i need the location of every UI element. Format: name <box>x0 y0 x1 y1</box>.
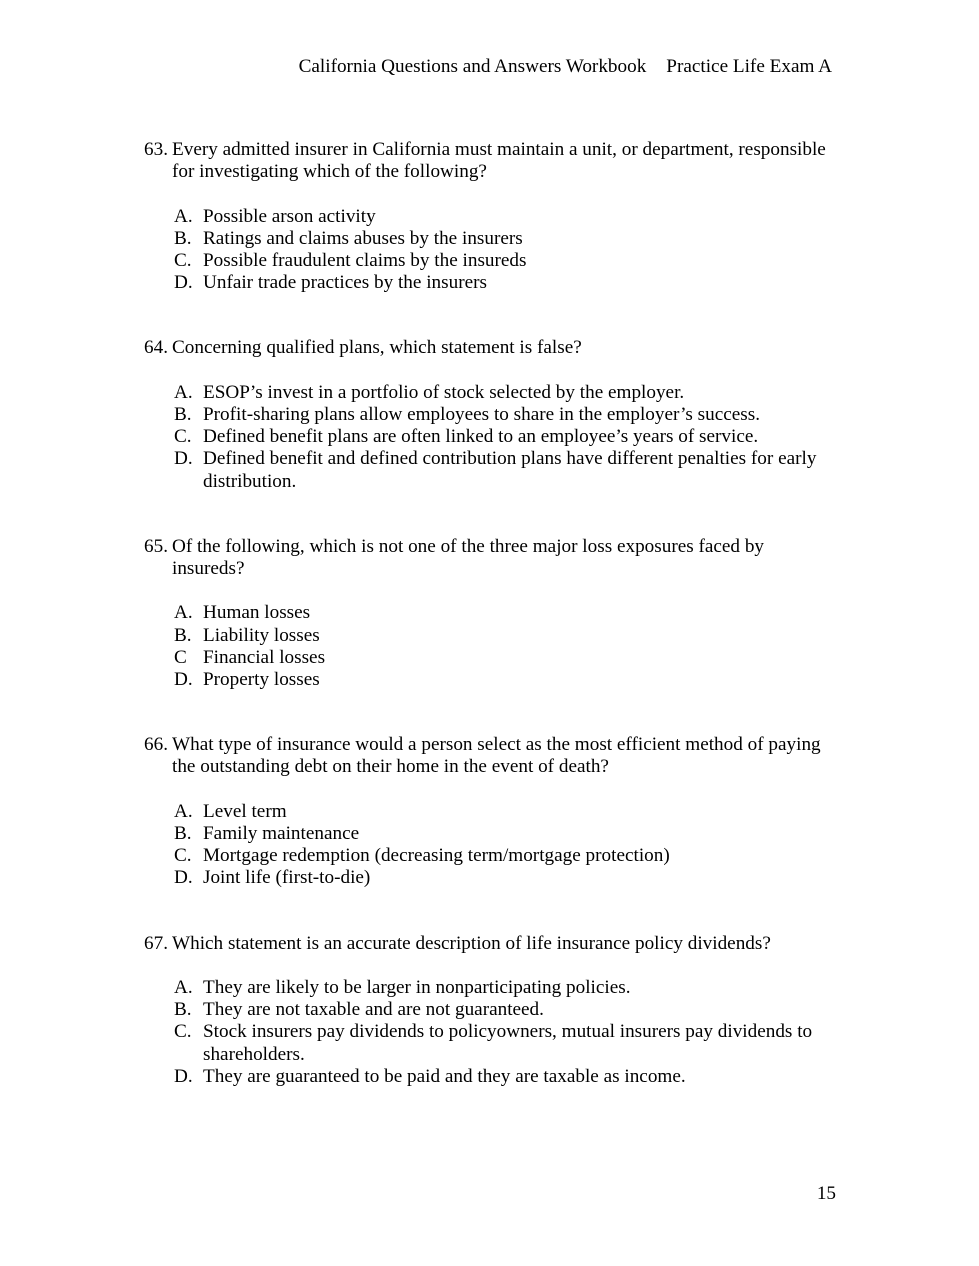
question-text: Of the following, which is not one of the three major loss exposures faced by insureds? <box>172 535 765 580</box>
answer-options <box>174 602 832 691</box>
answer-option <box>174 669 832 691</box>
option-text: Liability losses <box>203 624 320 646</box>
question-number: 65. <box>144 535 168 557</box>
option-text: Defined benefit and defined contribution plans have different penalties for early distribution. <box>203 448 817 492</box>
answer-option <box>174 426 832 448</box>
option-letter: D. <box>174 867 193 889</box>
option-letter: B. <box>174 404 192 425</box>
option-text: Possible fraudulent claims by the insureds <box>203 250 527 271</box>
option-text: Defined benefit plans are often linked to an employee’s years of service. <box>203 426 759 448</box>
question-item <box>144 933 832 1088</box>
option-letter: B. <box>174 823 192 845</box>
option-letter: A. <box>174 602 193 624</box>
question-row <box>144 139 832 183</box>
question-number: 66. <box>144 734 168 756</box>
option-text: Family maintenance <box>203 823 360 845</box>
option-text: They are guaranteed to be paid and they are taxable as income. <box>203 1065 686 1087</box>
option-text: Ratings and claims abuses by the insurers <box>203 227 523 249</box>
answer-options <box>174 206 832 295</box>
question-list <box>144 139 832 1131</box>
option-text: Level term <box>203 800 287 822</box>
answer-option <box>174 1066 832 1088</box>
option-letter: A. <box>174 381 193 403</box>
question-row <box>144 536 832 580</box>
answer-option <box>174 999 832 1021</box>
option-text: Human losses <box>203 602 311 624</box>
option-text: Possible arson activity <box>203 205 376 227</box>
option-text: Mortgage redemption (decreasing term/mortgage protection) <box>203 845 670 867</box>
answer-option <box>174 404 832 426</box>
option-letter: A. <box>174 800 193 822</box>
question-text: Every admitted insurer in California must maintain a unit, or department, responsible for investigating which of the following? <box>172 139 826 183</box>
answer-option <box>174 448 832 492</box>
question-number: 67. <box>144 932 168 954</box>
option-letter: D. <box>174 1065 193 1087</box>
option-letter: B. <box>174 999 192 1021</box>
option-text: Profit-sharing plans allow employees to share in the employer’s success. <box>203 404 761 425</box>
answer-option <box>174 228 832 250</box>
page-number: 15 <box>816 1183 836 1204</box>
option-text: They are not taxable and are not guaranteed. <box>203 999 544 1021</box>
option-letter: D. <box>174 272 193 294</box>
question-number: 63. <box>144 139 168 160</box>
answer-option <box>174 977 832 999</box>
header-workbook-title: California Questions and Answers Workbook <box>298 56 647 77</box>
answer-option <box>174 206 832 228</box>
answer-option <box>174 801 832 823</box>
option-letter: C. <box>174 1021 192 1043</box>
question-number: 64. <box>144 337 168 359</box>
option-text: Financial losses <box>203 646 326 668</box>
answer-option <box>174 602 832 624</box>
question-item <box>144 734 832 889</box>
question-text: What type of insurance would a person select as the most efficient method of paying the outstanding debt on their home in the event of death? <box>172 734 821 778</box>
question-text: Which statement is an accurate description of life insurance policy dividends? <box>172 932 771 954</box>
answer-options <box>174 801 832 890</box>
option-letter: D. <box>174 448 193 470</box>
question-row <box>144 734 832 778</box>
option-letter: C. <box>174 250 192 271</box>
answer-option <box>174 250 832 272</box>
page-header <box>0 56 832 78</box>
option-letter: B. <box>174 624 192 646</box>
option-text: Stock insurers pay dividends to policyowners, mutual insurers pay dividends to shareholders. <box>203 1021 813 1065</box>
answer-options <box>174 977 832 1088</box>
question-text: Concerning qualified plans, which statement is false? <box>172 337 582 359</box>
option-letter: C. <box>174 426 192 448</box>
question-row <box>144 337 832 359</box>
question-item <box>144 536 832 691</box>
option-letter: A. <box>174 977 193 999</box>
option-letter: D. <box>174 669 193 691</box>
answer-options <box>174 382 832 493</box>
option-letter: A. <box>174 205 193 227</box>
option-letter: C <box>174 646 187 668</box>
option-text: Property losses <box>203 669 320 691</box>
answer-option <box>174 272 832 294</box>
question-item <box>144 139 832 294</box>
question-item <box>144 337 832 492</box>
answer-option <box>174 867 832 889</box>
answer-option <box>174 845 832 867</box>
option-text: They are likely to be larger in nonparticipating policies. <box>203 977 631 999</box>
option-text: Unfair trade practices by the insurers <box>203 272 487 294</box>
answer-option <box>174 625 832 647</box>
option-letter: B. <box>174 227 192 249</box>
answer-option <box>174 823 832 845</box>
answer-option <box>174 1021 832 1065</box>
answer-option <box>174 647 832 669</box>
answer-option <box>174 382 832 404</box>
option-text: ESOP’s invest in a portfolio of stock selected by the employer. <box>203 381 685 403</box>
question-row <box>144 933 832 955</box>
option-letter: C. <box>174 845 192 867</box>
option-text: Joint life (first-to-die) <box>203 867 371 889</box>
header-exam-title: Practice Life Exam A <box>666 56 832 77</box>
